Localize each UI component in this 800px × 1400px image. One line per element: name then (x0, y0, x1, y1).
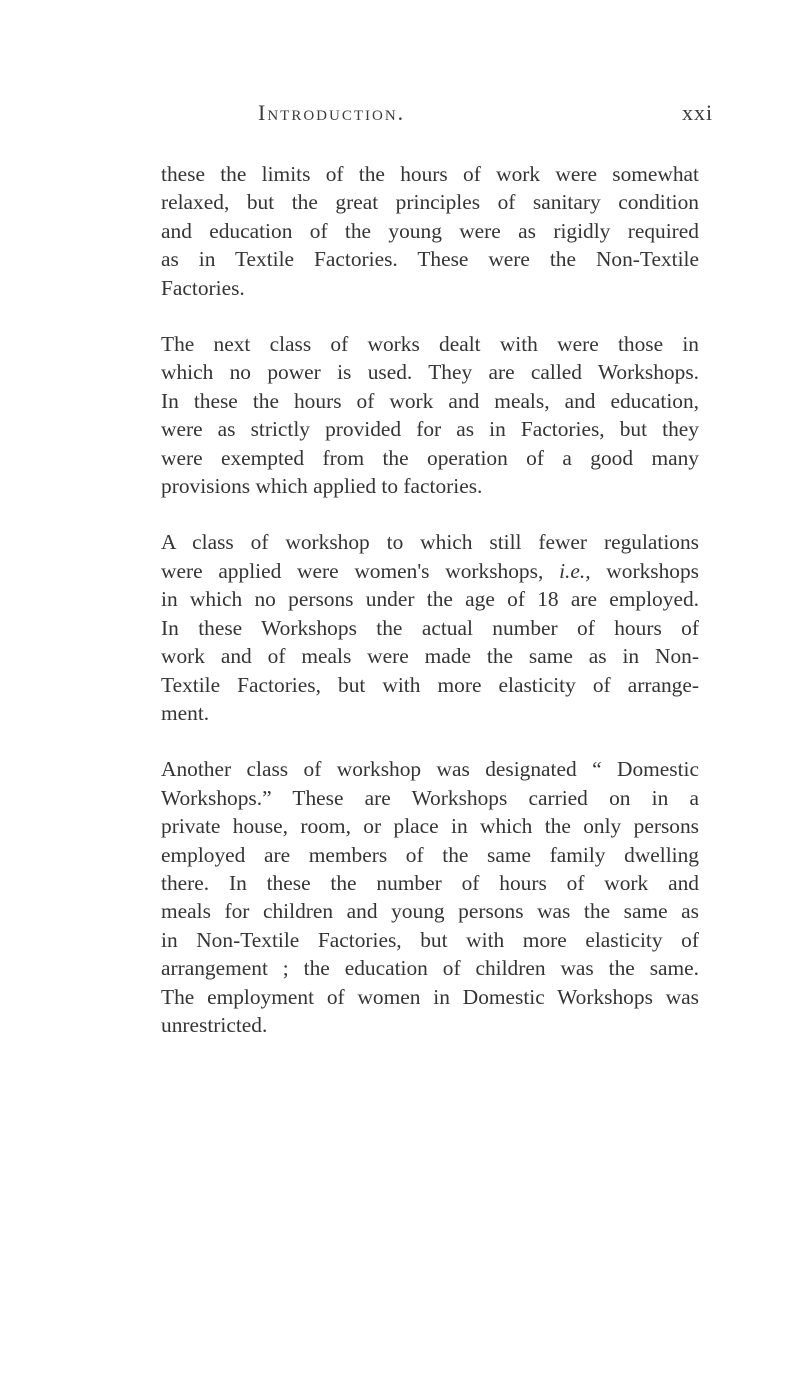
text-line: Workshops.” These are Workshops carried on in a (161, 785, 699, 810)
text-line: A class of workshop to which still fewer regulations (161, 530, 699, 555)
body-text (137, 160, 699, 1067)
text-line: unrestricted. (161, 1012, 268, 1037)
paragraph-4 (137, 755, 699, 1039)
text-line: and education of the young were as rigidly required (161, 218, 699, 243)
text-line: work and of meals were made the same as in Non- (161, 644, 699, 669)
text-line: private house, room, or place in which the only persons (161, 814, 699, 839)
text-line: relaxed, but the great principles of sanitary condition (161, 190, 699, 215)
text-line: Textile Factories, but with more elasticity of arrange- (161, 672, 699, 697)
running-head (0, 100, 800, 136)
text-line: were as strictly provided for as in Factories, but they (161, 417, 699, 442)
paragraph-1 (137, 160, 699, 302)
text-line: The next class of works dealt with were those in (161, 332, 699, 357)
text-line: in which no persons under the age of 18 are employed. (161, 587, 699, 612)
italic-abbreviation: i.e., (559, 558, 591, 583)
text-line: In these the hours of work and meals, and education, (161, 388, 699, 413)
text-line: meals for children and young persons was the same as (161, 899, 699, 924)
text-line: The employment of women in Domestic Workshops was (161, 984, 699, 1009)
text-line: In these Workshops the actual number of hours of (161, 615, 699, 640)
text-line: were exempted from the operation of a good many (161, 445, 699, 470)
paragraph-2 (137, 330, 699, 500)
text-line: Another class of workshop was designated “ Domestic (161, 757, 699, 782)
text-line: these the limits of the hours of work were somewhat (161, 162, 699, 186)
chapter-title: Introduction. (258, 100, 406, 125)
text-line: provisions which applied to factories. (161, 474, 483, 499)
text-line: arrangement ; the education of children was the same. (161, 956, 699, 981)
text-line: employed are members of the same family dwelling (161, 842, 699, 867)
text-line: as in Textile Factories. These were the Non-Textile (161, 247, 699, 272)
text-line: in Non-Textile Factories, but with more elasticity of (161, 927, 699, 952)
text-line: were applied were women's workshops, i.e., workshops (161, 558, 699, 583)
text-line: Factories. (161, 275, 245, 300)
text-line: which no power is used. They are called Workshops. (161, 360, 699, 385)
paragraph-3 (137, 528, 699, 727)
text-line: ment. (161, 700, 210, 725)
text-line: there. In these the number of hours of work and (161, 870, 699, 895)
page-number: xxi (682, 100, 714, 125)
